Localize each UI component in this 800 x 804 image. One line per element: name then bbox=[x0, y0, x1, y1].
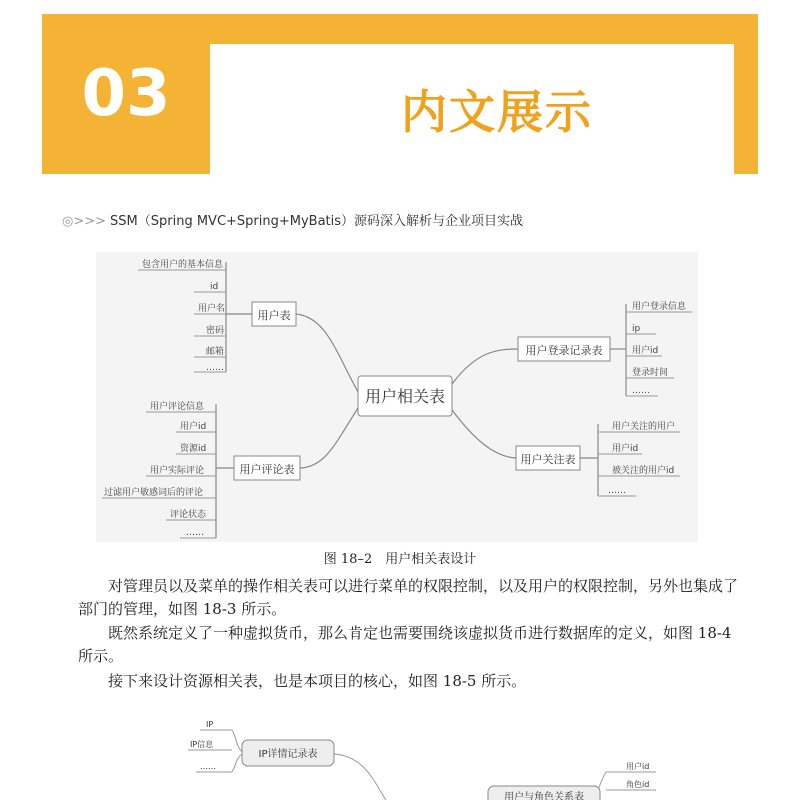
leaf-follow-2: 被关注的用户id bbox=[612, 466, 675, 476]
leaf-login-2: 用户id bbox=[632, 346, 659, 356]
leaf-follow-0: 用户关注的用户 bbox=[612, 422, 676, 432]
leaf-follow-3: …… bbox=[608, 486, 626, 496]
running-head-text: SSM（Spring MVC+Spring+MyBatis）源码深入解析与企业项目实战 bbox=[110, 214, 524, 229]
leaf-user-5: …… bbox=[206, 363, 224, 373]
paragraph-2: 既然系统定义了一种虚拟货币，那么肯定也需要围绕该虚拟货币进行数据库的定义，如图 18-4 所示。 bbox=[78, 624, 732, 665]
mindmap-resource-tables bbox=[96, 706, 698, 800]
node-comment-table: 用户评论表 bbox=[239, 463, 295, 476]
leaf-ip-2: …… bbox=[200, 762, 216, 771]
leaf-login-1: ip bbox=[632, 324, 641, 334]
leaf-ip-0: IP bbox=[206, 720, 214, 729]
leaf-user-2: 用户名 bbox=[198, 304, 226, 314]
running-head-marker: ◎>>> bbox=[62, 214, 107, 229]
leaf-comment-4: 过滤用户敏感词后的评论 bbox=[104, 488, 204, 498]
paragraph-1: 对管理员以及菜单的操作相关表可以进行菜单的权限控制，以及用户的权限控制，另外也集成了部门的管理，如图 18-3 所示。 bbox=[78, 577, 739, 618]
leaf-ip-1: IP信息 bbox=[190, 740, 214, 749]
figure-resource-tables bbox=[96, 706, 698, 800]
leaf-comment-1: 用户id bbox=[180, 422, 207, 432]
leaf-login-4: …… bbox=[632, 386, 650, 396]
mindmap-center: 用户相关表 bbox=[364, 387, 446, 406]
chapter-number: 03 bbox=[81, 57, 171, 131]
leaf-user-3: 密码 bbox=[206, 326, 225, 336]
leaf-comment-6: …… bbox=[186, 528, 204, 538]
leaf-user-1: id bbox=[210, 282, 219, 292]
leaf-comment-0: 用户评论信息 bbox=[150, 402, 205, 412]
running-head bbox=[62, 210, 523, 229]
leaf-comment-2: 资源id bbox=[180, 444, 207, 454]
leaf-comment-3: 用户实际评论 bbox=[150, 466, 205, 476]
leaf-follow-1: 用户id bbox=[612, 444, 639, 454]
node-follow-table: 用户关注表 bbox=[520, 453, 576, 466]
figure-user-tables bbox=[96, 252, 698, 542]
node-ip-table: IP详情记录表 bbox=[258, 749, 318, 760]
chapter-title: 内文展示 bbox=[401, 85, 593, 139]
node-role-table: 用户与角色关系表 bbox=[504, 792, 584, 800]
leaf-login-3: 登录时间 bbox=[632, 368, 669, 378]
node-user-table: 用户表 bbox=[257, 309, 291, 322]
leaf-user-0: 包含用户的基本信息 bbox=[142, 260, 224, 270]
leaf-role-0: 用户id bbox=[626, 762, 650, 771]
paragraph-3: 接下来设计资源相关表，也是本项目的核心，如图 18-5 所示。 bbox=[108, 672, 527, 690]
mindmap-user-tables bbox=[96, 252, 698, 542]
leaf-role-1: 角色id bbox=[626, 780, 650, 789]
figure-caption: 图 18–2 用户相关表设计 bbox=[323, 552, 477, 567]
leaf-user-4: 邮箱 bbox=[206, 347, 225, 357]
leaf-login-0: 用户登录信息 bbox=[632, 302, 687, 312]
node-login-table: 用户登录记录表 bbox=[525, 344, 603, 357]
leaf-comment-5: 评论状态 bbox=[170, 510, 207, 520]
